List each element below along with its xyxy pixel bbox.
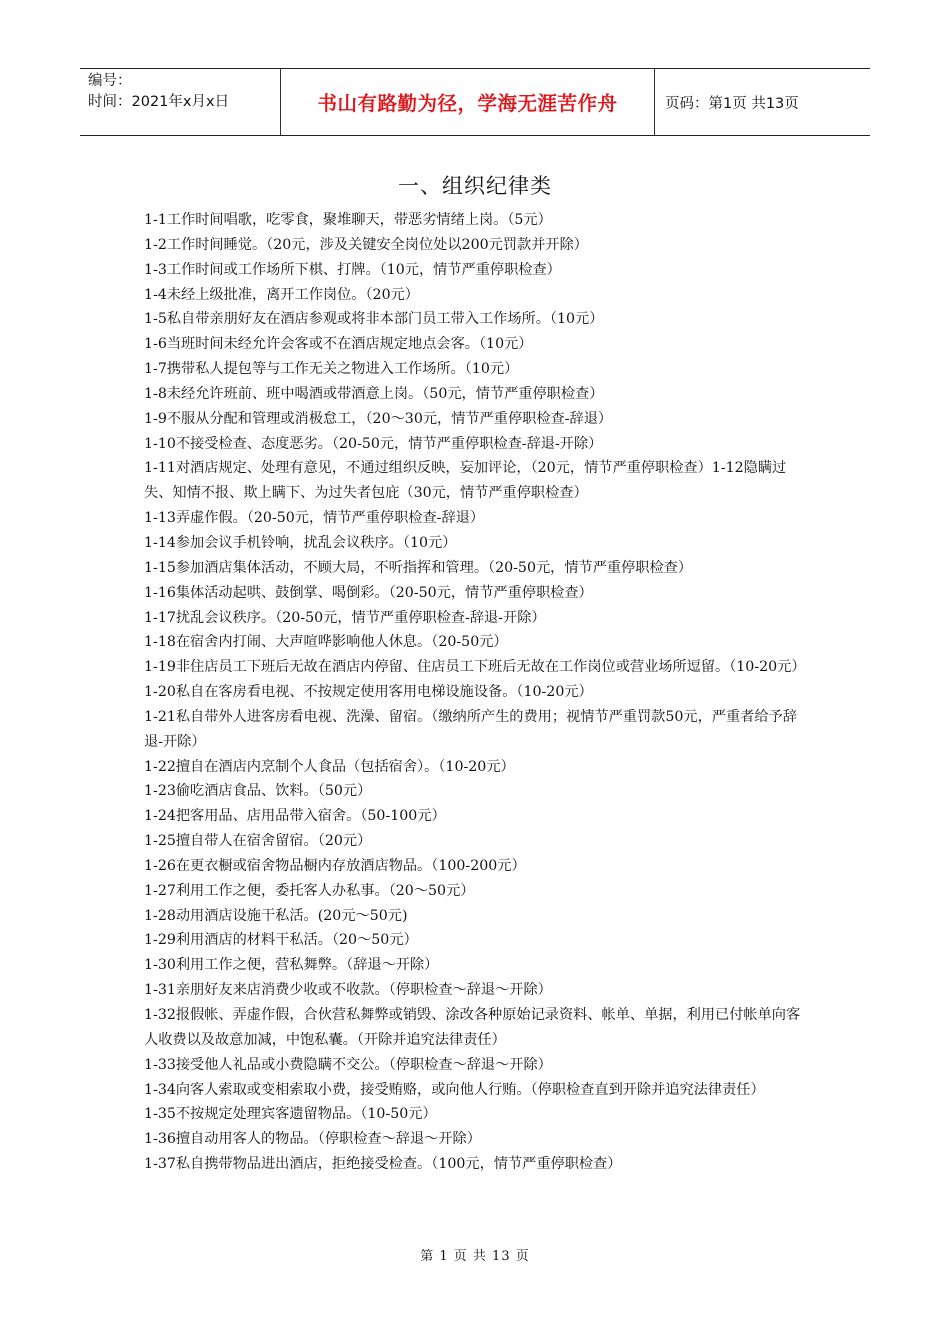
rule-item: 1-1工作时间唱歌，吃零食，聚堆聊天，带恶劣情绪上岗。（5元）: [144, 212, 552, 228]
rules-list: [144, 208, 804, 1177]
document-number-label: 编号：: [88, 73, 132, 89]
rule-item: 1-16集体活动起哄、鼓倒掌、喝倒彩。（20-50元，情节严重停职检查）: [144, 584, 593, 601]
rule-item: 1-6当班时间未经允许会客或不在酒店规定地点会客。（10元）: [144, 336, 533, 353]
rule-item: 1-36擅自动用客人的物品。（停职检查～辞退～开除）: [144, 1131, 481, 1148]
rule-item: 1-5私自带亲朋好友在酒店参观或将非本部门员工带入工作场所。（10元）: [144, 311, 604, 328]
rule-item: 1-18在宿舍内打闹、大声喧哗影响他人休息。（20-50元）: [144, 634, 508, 651]
rule-item: 1-9不服从分配和管理或消极怠工，（20～30元，情节严重停职检查-辞退）: [144, 410, 613, 427]
rule-item: 1-8未经允许班前、班中喝酒或带酒意上岗。（50元，情节严重停职检查）: [144, 385, 604, 402]
section-title: 一、组织纪律类: [398, 174, 552, 198]
header-page-cell: [655, 69, 870, 135]
header-meta-cell: [80, 69, 280, 135]
rule-item: 1-33接受他人礼品或小费隐瞒不交公。（停职检查～辞退～开除）: [144, 1056, 552, 1073]
document-time-label: 时间：2021年x月x日: [88, 94, 230, 110]
rule-item: 1-17扰乱会议秩序。（20-50元，情节严重停职检查-辞退-开除）: [144, 609, 546, 626]
rule-item: 1-27利用工作之便，委托客人办私事。（20～50元）: [144, 882, 475, 899]
rule-item: 1-11对酒店规定、处理有意见，不通过组织反映，妄加评论，（20元，情节严重停职检查）1-12隐瞒过失、知情不报、欺上瞒下、为过失者包庇（30元，情节严重停职检查）: [144, 460, 787, 502]
rule-item: 1-15参加酒店集体活动，不顾大局，不听指挥和管理。（20-50元，情节严重停职检查）: [144, 559, 693, 576]
header-motto: 书山有路勤为径，学海无涯苦作舟: [317, 92, 618, 115]
rule-item: 1-21私自带外人进客房看电视、洗澡、留宿。（缴纳所产生的费用；视情节严重罚款50元，严重者给予辞退-开除）: [144, 708, 797, 750]
rule-item: 1-25擅自带人在宿舍留宿。（20元）: [144, 833, 372, 850]
rule-item: 1-19非住店员工下班后无故在酒店内停留、住店员工下班后无故在工作岗位或营业场所逗留。（10-20元）: [144, 659, 806, 676]
rule-item: 1-34向客人索取或变相索取小费，接受贿赂，或向他人行贿。（停职检查直到开除并追究法律责任）: [144, 1081, 765, 1098]
rule-item: 1-22擅自在酒店内烹制个人食品（包括宿舍）。（10-20元）: [144, 758, 515, 775]
rule-item: 1-2工作时间睡觉。（20元，涉及关键安全岗位处以200元罚款并开除）: [144, 236, 588, 253]
rule-item: 1-26在更衣橱或宿舍物品橱内存放酒店物品。（100-200元）: [144, 857, 526, 874]
rule-item: 1-30利用工作之便，营私舞弊。（辞退～开除）: [144, 957, 439, 974]
rule-item: 1-28动用酒店设施干私活。(20元～50元): [144, 907, 408, 924]
rule-item: 1-37私自携带物品进出酒店，拒绝接受检查。（100元，情节严重停职检查）: [144, 1156, 622, 1173]
rule-item: 1-14参加会议手机铃响，扰乱会议秩序。（10元）: [144, 534, 457, 551]
rule-item: 1-29利用酒店的材料干私活。（20～50元）: [144, 932, 418, 949]
header-page-label: 页码：第1页 共13页: [665, 95, 799, 112]
rule-item: 1-13弄虚作假。（20-50元，情节严重停职检查-辞退）: [144, 510, 485, 527]
page-header: [80, 68, 870, 136]
rule-item: 1-23偷吃酒店食品、饮料。（50元）: [144, 783, 372, 800]
rule-item: 1-20私自在客房看电视、不按规定使用客用电梯设施设备。（10-20元）: [144, 684, 593, 701]
rule-item: 1-32报假帐、弄虚作假，合伙营私舞弊或销毁、涂改各种原始记录资料、帐单、单据，利用已付帐单向客人收费以及故意加减，中饱私囊。（开除并追究法律责任）: [144, 1007, 801, 1048]
rule-item: 1-24把客用品、店用品带入宿舍。（50-100元）: [144, 808, 446, 825]
rule-item: 1-10不接受检查、态度恶劣。（20-50元，情节严重停职检查-辞退-开除）: [144, 435, 603, 452]
page-footer: 第 1 页 共 13 页: [420, 1249, 530, 1264]
rule-item: 1-7携带私人提包等与工作无关之物进入工作场所。（10元）: [144, 361, 519, 378]
rule-item: 1-35不按规定处理宾客遗留物品。（10-50元）: [144, 1106, 437, 1123]
header-motto-cell: [280, 69, 655, 135]
rule-item: 1-31亲朋好友来店消费少收或不收款。（停职检查～辞退～开除）: [144, 982, 552, 999]
rule-item: 1-3工作时间或工作场所下棋、打牌。（10元，情节严重停职检查）: [144, 261, 561, 278]
rule-item: 1-4未经上级批准，离开工作岗位。（20元）: [144, 286, 419, 303]
